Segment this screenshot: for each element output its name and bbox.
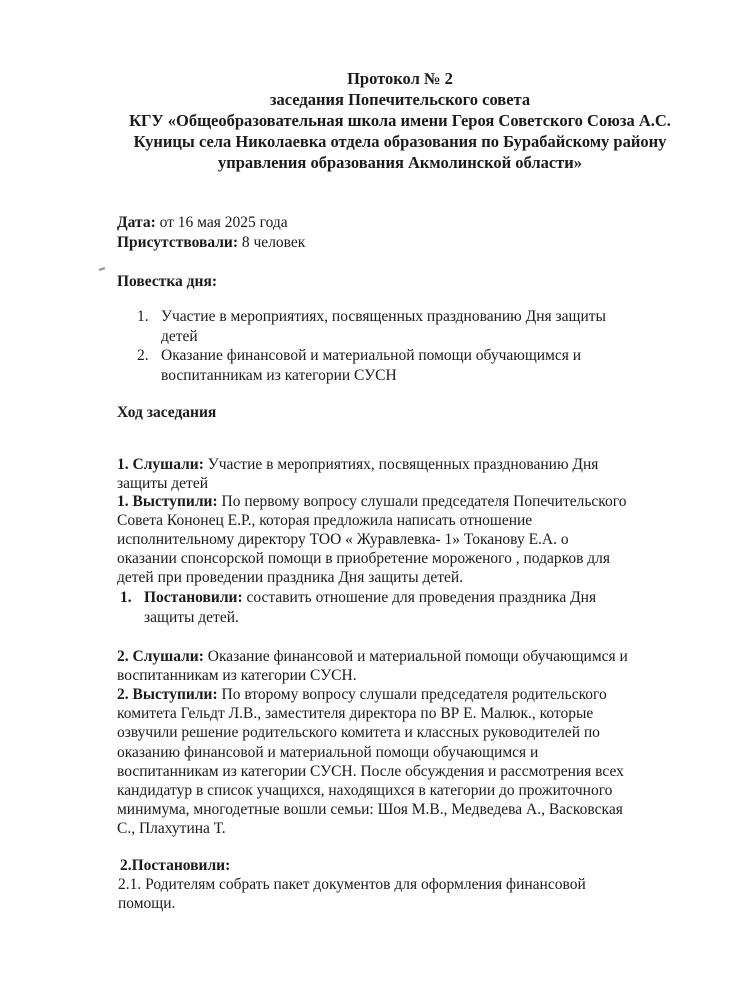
q2-spoke-line-5: воспитанникам из категории СУСН. После обсуждения и рассмотрения всех bbox=[117, 763, 624, 780]
q1-decided-text: составить отношение для проведения праздника Дня bbox=[242, 589, 597, 606]
q2-spoke-line-7: минимума, многодетные вошли семьи: Шоя М.В., Медведева А., Васковская bbox=[117, 801, 623, 818]
q1-spoke-text: По первому вопросу слушали председателя Попечительского bbox=[217, 493, 627, 510]
agenda-item bbox=[137, 346, 697, 386]
q2-spoke-line-6: кандидатур в список учащихся, находящихся в категории до прожиточного bbox=[117, 782, 613, 799]
proceedings-title: Ход заседания bbox=[117, 404, 217, 421]
present-value: 8 человек bbox=[238, 234, 306, 251]
q2-decided-line-1: 2.1. Родителям собрать пакет документов для оформления финансовой bbox=[118, 876, 586, 893]
agenda-item-text-line-1: Участие в мероприятиях, посвященных празднованию Дня защиты bbox=[161, 308, 606, 325]
attendance bbox=[117, 233, 305, 253]
agenda-title: Повестка дня: bbox=[117, 273, 217, 290]
q2-spoke-line-1 bbox=[117, 685, 607, 705]
q1-heard-label: 1. Слушали: bbox=[117, 456, 204, 473]
q1-decided-number: 1. bbox=[120, 589, 132, 606]
q1-decided-line-1 bbox=[144, 588, 596, 608]
agenda-item-number: 1. bbox=[137, 308, 149, 325]
q1-spoke-line-3: исполнительному директору ТОО « Журавлевка- 1» Токанову Е.А. о bbox=[117, 531, 569, 548]
document-header bbox=[100, 68, 700, 173]
q2-heard-line-1 bbox=[117, 647, 628, 667]
q2-heard-line-2: воспитанникам из категории СУСН. bbox=[117, 667, 357, 684]
date-label: Дата: bbox=[117, 214, 156, 231]
q1-spoke-line-1 bbox=[117, 492, 627, 512]
q1-decided-label: Постановили: bbox=[144, 589, 243, 606]
q2-spoke-line-4: оказанию финансовой и материальной помощи обучающимся и bbox=[117, 744, 539, 761]
scan-mark bbox=[99, 267, 105, 271]
agenda-item-text-line-2: детей bbox=[161, 328, 198, 345]
meeting-date bbox=[117, 213, 288, 233]
q1-heard-line-2: защиты детей bbox=[117, 475, 209, 492]
q2-spoke-label: 2. Выступили: bbox=[117, 686, 218, 703]
q2-decided-label: 2.Постановили: bbox=[120, 857, 231, 874]
q1-decided-line-2: защиты детей. bbox=[144, 609, 239, 626]
q1-spoke-line-4: оказании спонсорской помощи в приобретение мороженого , подарков для bbox=[117, 550, 611, 567]
q2-spoke-text: По второму вопросу слушали председателя родительского bbox=[217, 686, 607, 703]
q2-spoke-line-2: комитета Гельдт Л.В., заместителя директора по ВР Е. Малюк., которые bbox=[117, 705, 594, 722]
q2-spoke-line-3: озвучили решение родительского комитета и классных руководителей по bbox=[117, 724, 600, 741]
q2-decided-line-2: помощи. bbox=[118, 895, 176, 912]
q2-heard-label: 2. Слушали: bbox=[117, 648, 204, 665]
agenda-item-text-line-1: Оказание финансовой и материальной помощи обучающимся и bbox=[161, 347, 582, 364]
q1-spoke-label: 1. Выступили: bbox=[117, 493, 218, 510]
q1-heard-line-1 bbox=[117, 455, 598, 475]
protocol-title: Протокол № 2 bbox=[347, 69, 453, 88]
q2-spoke-line-8: С., Плахутина Т. bbox=[117, 820, 226, 837]
q1-spoke-line-5: детей при проведении праздника Дня защиты детей. bbox=[117, 569, 464, 586]
organization-line-3: управления образования Акмолинской области» bbox=[217, 153, 583, 172]
present-label: Присутствовали: bbox=[117, 234, 239, 251]
agenda-item bbox=[137, 307, 697, 347]
agenda-item-text-line-2: воспитанникам из категории СУСН bbox=[161, 367, 397, 384]
organization-line-1: КГУ «Общеобразовательная школа имени Героя Советского Союза А.С. bbox=[129, 111, 671, 130]
meeting-subtitle: заседания Попечительского совета bbox=[269, 90, 531, 109]
q1-spoke-line-2: Совета Кононец Е.Р., которая предложила написать отношение bbox=[117, 512, 533, 529]
q1-decision bbox=[120, 588, 680, 628]
organization-line-2: Куницы села Николаевка отдела образования по Бурабайскому району bbox=[133, 132, 667, 151]
q1-heard-text: Участие в мероприятиях, посвященных празднованию Дня bbox=[203, 456, 599, 473]
agenda-item-number: 2. bbox=[137, 347, 149, 364]
date-value: от 16 мая 2025 года bbox=[155, 214, 288, 231]
q2-heard-text: Оказание финансовой и материальной помощи обучающимся и bbox=[203, 648, 628, 665]
